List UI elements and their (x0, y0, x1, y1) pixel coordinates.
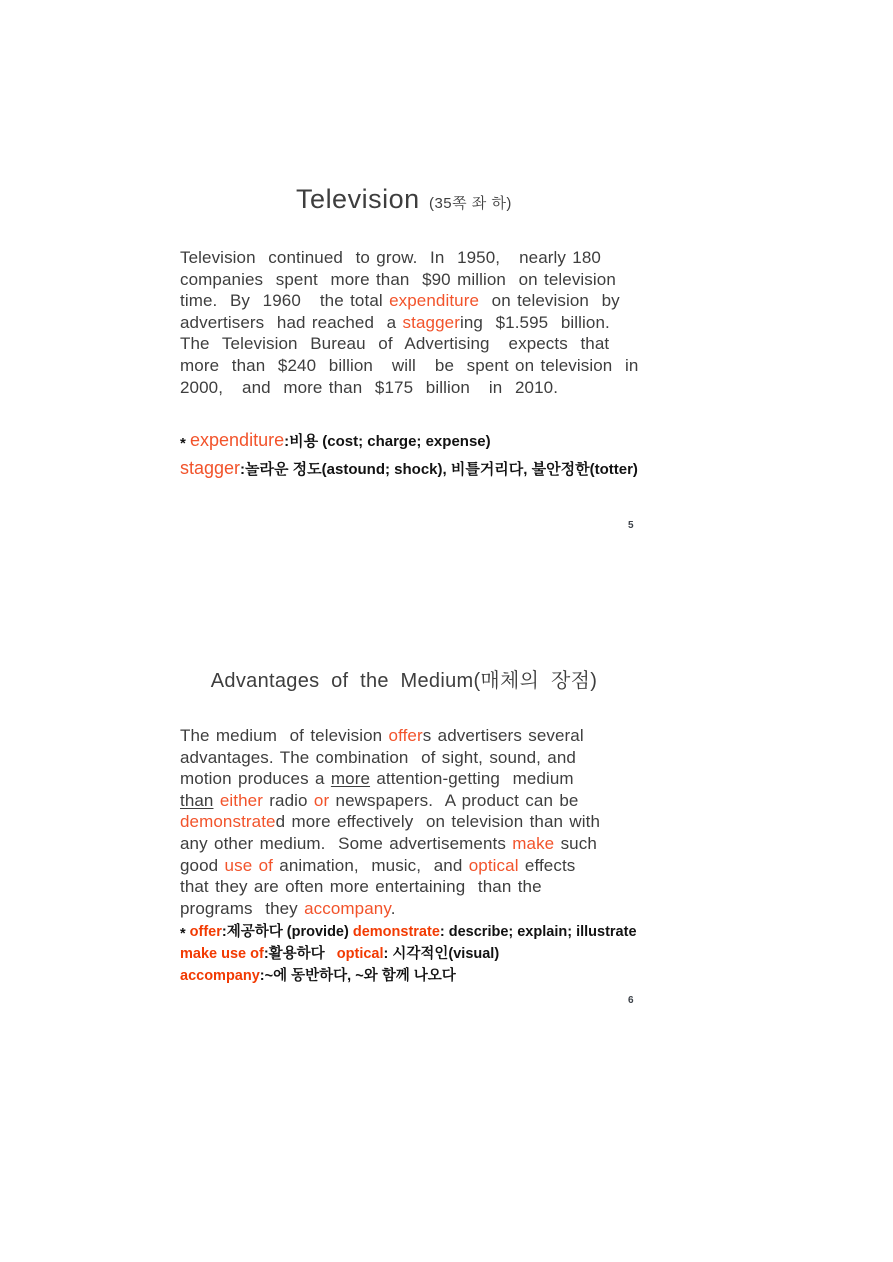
text-segment: d more effectively on television than with (275, 812, 601, 832)
text-segment: * (180, 926, 190, 942)
slide5-title (180, 184, 628, 215)
text-segment: :제공하다 (provide) (221, 924, 353, 940)
highlight-word: stagger (402, 312, 460, 332)
highlight-word: make use of (180, 946, 264, 962)
text-line (180, 725, 600, 747)
text-segment: newspapers. A product can be (329, 790, 579, 810)
highlight-word: stagger (180, 458, 241, 478)
text-line (180, 790, 600, 812)
text-segment: effects (518, 855, 576, 875)
highlight-word: demonstrate (352, 924, 440, 940)
text-segment: advertisers had reached a (180, 312, 403, 332)
text-line (180, 965, 637, 987)
text-line (180, 377, 638, 399)
highlight-word: offer (189, 924, 222, 940)
text-segment: . (390, 898, 396, 918)
text-segment: 놀라운 정도(astound; shock), 비틀거리다, 불안정한(totter) (245, 461, 638, 478)
slide6-body-paragraph (180, 725, 600, 919)
text-line (180, 898, 600, 920)
text-line (180, 269, 638, 291)
highlight-word: expenditure (190, 430, 285, 450)
text-line (180, 768, 600, 790)
text-line (180, 455, 638, 483)
text-line (180, 876, 600, 898)
text-segment: companies spent more than $90 million on television (180, 269, 616, 289)
text-line (180, 355, 638, 377)
highlight-word: either (219, 790, 263, 810)
slide5-title-text: Television (296, 184, 420, 214)
text-line (180, 855, 600, 877)
text-segment: on television by (479, 291, 620, 311)
highlight-word: demonstrate (180, 812, 276, 832)
text-segment: :활용하다 (263, 946, 337, 962)
text-segment: Television continued to grow. In 1950, nearly 180 (180, 248, 601, 267)
text-line (180, 833, 600, 855)
slide5-body-paragraph (180, 247, 638, 398)
page-number-5: 5 (628, 520, 634, 531)
text-segment: ing $1.595 billion. (459, 312, 610, 332)
text-segment: time. By 1960 the total (180, 291, 390, 311)
text-segment: : (240, 461, 246, 478)
text-segment: animation, music, and (272, 855, 469, 875)
text-segment: advantages. The combination of sight, sound, and (180, 747, 576, 767)
text-segment: good (180, 855, 225, 875)
text-segment: : 시각적인(visual) (383, 946, 500, 962)
text-segment: any other medium. Some advertisements (180, 833, 513, 853)
text-line (180, 747, 600, 769)
highlight-word: accompany (180, 968, 260, 984)
text-line (180, 921, 637, 943)
text-segment: such (554, 833, 597, 853)
highlight-word: offer (388, 726, 423, 745)
text-segment: more than $240 billion will be spent on television in (180, 355, 639, 375)
text-segment: * (180, 435, 191, 452)
highlight-word: expenditure (389, 291, 480, 311)
text-line (180, 811, 600, 833)
slide6-title: Advantages of the Medium(매체의 장점) (210, 670, 598, 692)
slide5-vocabulary-notes (180, 427, 638, 483)
text-line (180, 427, 638, 455)
highlight-word: accompany (304, 898, 391, 918)
text-segment: : describe; explain; illustrate (439, 924, 637, 940)
text-segment: s advertisers several (422, 726, 584, 745)
text-segment: 비용 (cost; charge; expense) (289, 433, 491, 450)
text-segment: 2000, and more than $175 billion in 2010. (180, 377, 559, 397)
text-segment: : (284, 433, 290, 450)
text-segment: that they are often more entertaining than the (180, 877, 542, 897)
text-segment: attention-getting medium (370, 769, 574, 789)
highlight-word: optical (468, 855, 519, 875)
text-line (180, 290, 638, 312)
text-line (180, 333, 638, 355)
text-segment: :~에 동반하다, ~와 함께 나오다 (259, 968, 456, 984)
text-segment: than (180, 790, 214, 810)
text-segment: motion produces a (180, 769, 331, 789)
highlight-word: use of (224, 855, 273, 875)
text-segment: The Television Bureau of Advertising expects that (180, 334, 610, 354)
text-line (180, 247, 638, 269)
text-segment: programs they (180, 898, 305, 918)
text-line (180, 943, 637, 965)
text-segment: The medium of television (180, 726, 389, 745)
slide5-title-suffix: (35쪽 좌 하) (419, 195, 512, 212)
page-number-6: 6 (628, 995, 634, 1006)
highlight-word: optical (336, 946, 384, 962)
highlight-word: or (313, 790, 330, 810)
text-line (180, 312, 638, 334)
slide6-vocabulary-notes (180, 921, 637, 987)
highlight-word: make (512, 833, 555, 853)
text-segment: more (330, 769, 371, 789)
text-segment: radio (262, 790, 314, 810)
